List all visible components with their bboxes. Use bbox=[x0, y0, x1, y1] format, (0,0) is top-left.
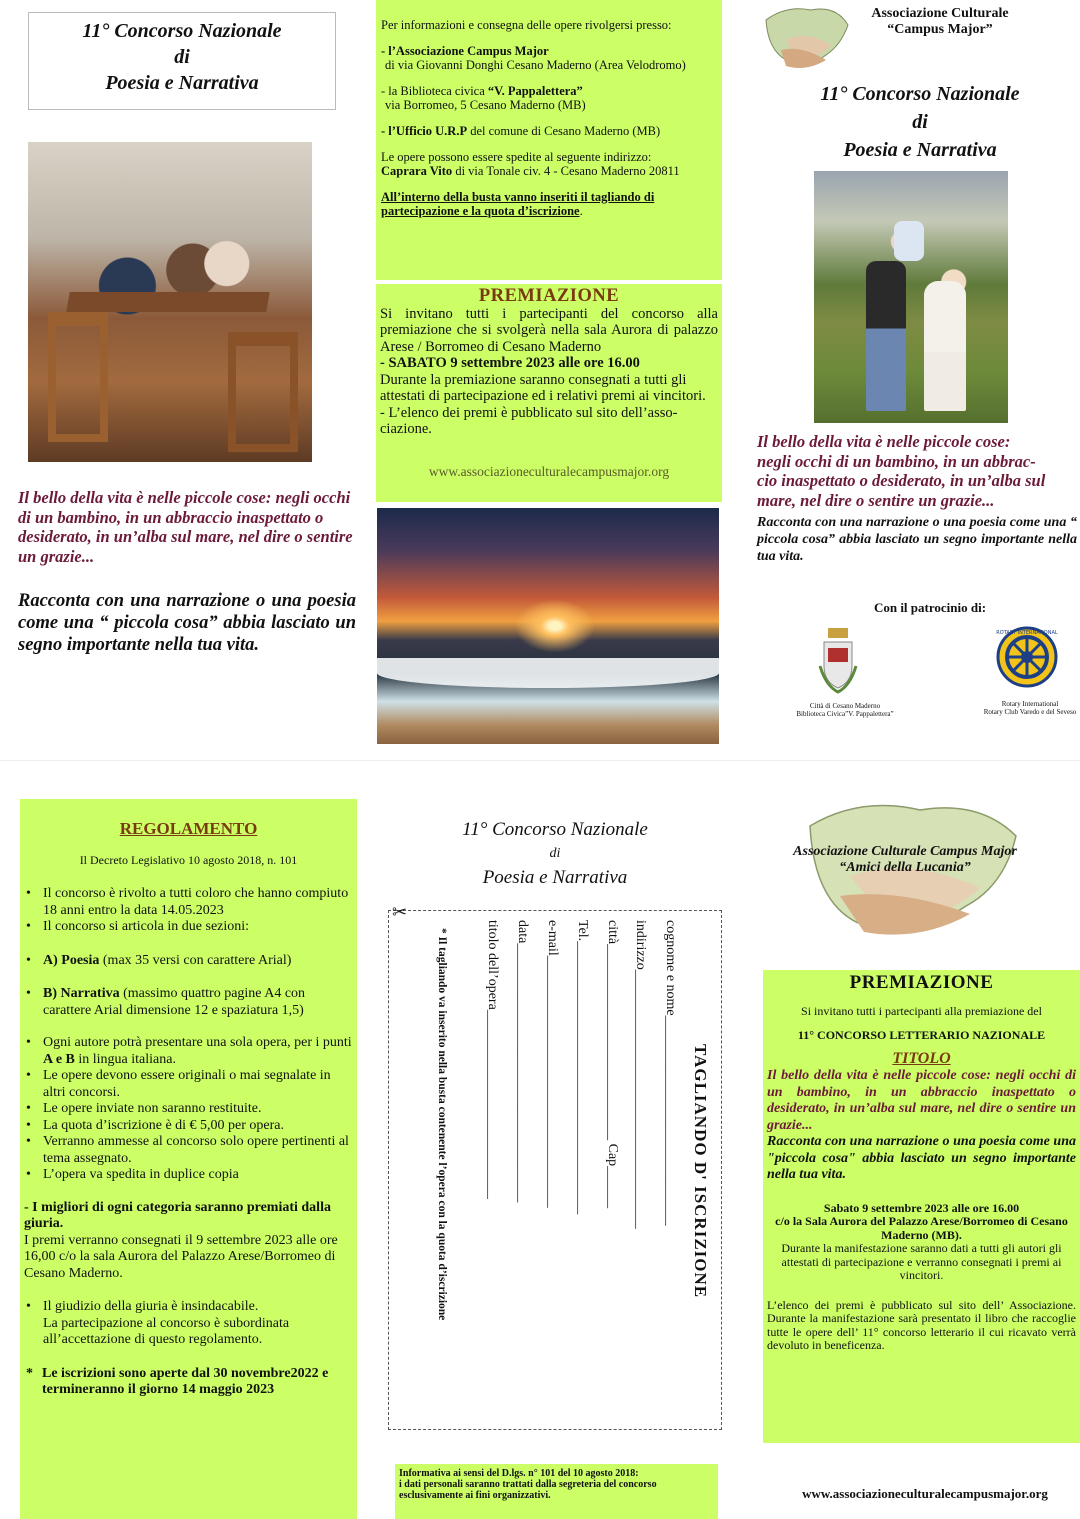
field-label: cognome e nome bbox=[663, 920, 678, 1016]
contest-title-line3: Poesia e Narrativa bbox=[843, 139, 997, 161]
place3-prefix: - l’Ufficio bbox=[381, 124, 436, 138]
field-label-cap: Cap bbox=[605, 1143, 620, 1167]
info-panel bbox=[376, 0, 722, 280]
field-email[interactable]: e-mail____________________________________ bbox=[545, 920, 560, 1208]
story-prompt-right: Racconta con una narrazione o una poesia come una “ piccola cosa” abbia lasciato un segno importante nella tua vita. bbox=[757, 515, 1077, 564]
event-during: Durante la manifestazione saranno dati a tutti gli autori gli attestati di partecipazione e verranno consegnati i premi ai vincitori. bbox=[781, 1241, 1062, 1282]
contest-title-line1: 11° Concorso Nazionale bbox=[462, 819, 648, 840]
contest-name: 11° CONCORSO LETTERARIO NAZIONALE bbox=[797, 1028, 1046, 1042]
family-photo bbox=[814, 171, 1008, 423]
info-mail bbox=[381, 150, 716, 178]
field-label: titolo dell’opera bbox=[485, 920, 500, 1010]
mail-address: di via Tonale civ. 4 - Cesano Maderno 20811 bbox=[452, 164, 680, 178]
rule-item: • Il concorso si articola in due sezioni: bbox=[24, 919, 353, 936]
assoc-line1: Associazione Culturale bbox=[871, 6, 1009, 21]
photo-table-shape bbox=[66, 292, 270, 312]
city-crest-icon bbox=[816, 626, 860, 694]
assoc-line2: “Campus Major” bbox=[887, 22, 993, 37]
event-date: Sabato 9 settembre 2023 alle ore 16.00 bbox=[823, 1200, 1020, 1215]
mail-intro: Le opere possono essere spedite al seguente indirizzo: bbox=[381, 150, 652, 164]
registration-dates: * Le iscrizioni sono aperte dal 30 novembre2022 e termineranno il giorno 14 maggio 2023 bbox=[24, 1366, 353, 1399]
rotary-wheel-icon bbox=[996, 626, 1058, 688]
rule-item bbox=[24, 1035, 353, 1068]
info-place-1 bbox=[381, 44, 716, 72]
photo-man-shape bbox=[866, 261, 906, 411]
titolo-label: TITOLO bbox=[892, 1050, 951, 1067]
best-awarded: - I migliori di ogni categoria saranno premiati dalla giuria. bbox=[24, 1199, 331, 1231]
premiazione-date: - SABATO 9 settembre 2023 alle ore 16.00 bbox=[380, 355, 640, 371]
contest-title-coupon bbox=[380, 818, 730, 890]
title-box-left bbox=[28, 12, 336, 110]
field-address[interactable]: indirizzo_____________________________________ bbox=[633, 920, 648, 1229]
premiazione-p2: Durante la premiazione saranno consegnati a tutti gli attestati di partecipazione ed i relativi premi ai vincitori. bbox=[380, 371, 706, 404]
premiazione-panel-right bbox=[763, 970, 1080, 1443]
info-place-2 bbox=[381, 84, 716, 112]
contest-title-line2: di bbox=[549, 846, 561, 861]
field-city[interactable]: città____________________________ Cap______ bbox=[605, 920, 620, 1209]
regolamento-panel bbox=[20, 799, 357, 1519]
photo-chair-shape bbox=[48, 312, 108, 442]
contest-title-line3: Poesia e Narrativa bbox=[482, 867, 628, 888]
rule-item bbox=[24, 953, 353, 970]
rule-item: • Le opere inviate non saranno restituite. bbox=[24, 1101, 353, 1118]
rule-item: • Verranno ammesse al concorso solo opere pertinenti al tema assegnato. bbox=[24, 1134, 353, 1167]
place1-address: di via Giovanni Donghi Cesano Maderno (Area Velodromo) bbox=[385, 58, 686, 72]
contest-title-line2: di bbox=[174, 46, 190, 68]
envelope-text: All’interno della busta vanno inseriti il tagliando di partecipazione e la quota d’iscrizione bbox=[381, 190, 655, 218]
field-full-name[interactable]: cognome e nome______________________________ bbox=[663, 920, 678, 1226]
photo-baby-shape bbox=[894, 221, 924, 261]
event-when bbox=[767, 1202, 1076, 1243]
rule-item: • Il giudizio della giuria è insindacabile. bbox=[24, 1299, 353, 1316]
place3-name: U.R.P bbox=[435, 124, 468, 138]
prizes-delivery: I premi verranno consegnati il 9 settembre 2023 alle ore 16,00 c/o la sala Aurora del Palazzo Arese/Borromeo di Cesano Maderno. bbox=[24, 1232, 338, 1281]
story-prompt-left: Racconta con una narrazione o una poesia come una “ piccola cosa” abbia lasciato un segno importante nella tua vita. bbox=[18, 591, 356, 655]
rule-text-bold: A e B bbox=[43, 1051, 75, 1067]
field-label: data bbox=[515, 920, 530, 944]
rule-item: • La quota d’iscrizione è di € 5,00 per opera. bbox=[24, 1118, 353, 1135]
rules-list bbox=[24, 886, 353, 1184]
contest-title-right bbox=[780, 80, 1060, 164]
section-a-text: (max 35 versi con carattere Arial) bbox=[99, 952, 292, 968]
city-caption-line2: Biblioteca Civica”V. Pappalettera” bbox=[796, 710, 894, 718]
contest-title-line1: 11° Concorso Nazionale bbox=[82, 20, 282, 42]
quote-line: Il bello della vita è nelle piccole cose: bbox=[757, 432, 1011, 451]
section-a-label: A) Poesia bbox=[43, 952, 100, 968]
story-prompt: Racconta con una narrazione o una poesia come una "piccola cosa" abbia lasciato un segno importante nella tua vita. bbox=[767, 1134, 1076, 1182]
info-intro: Per informazioni e consegna delle opere rivolgersi presso: bbox=[381, 18, 672, 32]
place2-prefix: - la Biblioteca civica bbox=[381, 84, 488, 98]
privacy-line1: Informativa ai sensi del D.lgs. n° 101 del 10 agosto 2018: bbox=[399, 1468, 639, 1479]
quote-text-left: Il bello della vita è nelle piccole cose: negli occhi di un bambino, in un abbraccio inaspettato o desiderato, in un’alba sul mare, nel dire o sentire un grazie... bbox=[18, 488, 353, 566]
quote-line: cio inaspettato o desiderato, in un’alba sul bbox=[757, 471, 1046, 490]
rule-item: • L’opera va spedita in duplice copia bbox=[24, 1167, 353, 1184]
rotary-caption-line2: Rotary Club Varedo e del Seveso bbox=[983, 708, 1077, 716]
privacy-line2: i dati personali saranno trattati dalla segreteria del concorso esclusivamente ai fini organizzativi. bbox=[399, 1479, 657, 1501]
field-work-title[interactable]: titolo dell’opera___________________________ bbox=[485, 920, 500, 1199]
premiazione-panel-mid bbox=[376, 284, 722, 502]
regolamento-heading: REGOLAMENTO bbox=[119, 819, 258, 838]
city-caption bbox=[770, 702, 920, 718]
rule-text: in lingua italiana. bbox=[74, 1051, 176, 1067]
rule-item-continuation: La partecipazione al concorso è subordinata all’accettazione di questo regolamento. bbox=[43, 1315, 290, 1347]
photo-woman-shape bbox=[924, 281, 966, 411]
association-name-top bbox=[850, 6, 1030, 38]
premiazione-p3: - L’elenco dei premi è pubblicato sul sito dell’associazione. bbox=[380, 404, 678, 437]
page-divider bbox=[0, 760, 1080, 761]
place2-address: via Borromeo, 5 Cesano Maderno (MB) bbox=[385, 98, 586, 112]
field-phone[interactable]: Tel._______________________________________ bbox=[575, 920, 590, 1215]
rotary-caption-line1: Rotary International bbox=[1001, 700, 1059, 708]
privacy-notice bbox=[395, 1464, 718, 1519]
assoc-line2: “Amici della Lucania” bbox=[839, 860, 971, 875]
info-envelope bbox=[381, 190, 716, 218]
assoc-line1: Associazione Culturale Campus Major bbox=[793, 844, 1017, 859]
scissors-icon: ✂ bbox=[392, 902, 408, 922]
premiazione-heading: PREMIAZIONE bbox=[478, 286, 620, 306]
info-place-3 bbox=[381, 124, 716, 138]
website-link-bottom[interactable]: www.associazioneculturalecampusmajor.org bbox=[802, 1486, 1048, 1501]
quote-text-right bbox=[757, 432, 1080, 510]
coupon-note: * Il tagliando va inserito nella busta contenente l’opera con la quota d’iscrizione bbox=[436, 928, 448, 1321]
field-label: indirizzo bbox=[633, 920, 648, 970]
sunset-sea-photo bbox=[377, 508, 719, 744]
section-b-label: B) Narrativa bbox=[43, 986, 120, 1001]
premiazione-p1: Si invitano tutti i partecipanti del concorso alla premiazione che si svolgerà nella sala Aurora di palazzo Arese / Borromeo di Cesano Maderno bbox=[380, 305, 718, 355]
website-link-mid[interactable]: www.associazioneculturalecampusmajor.org bbox=[428, 463, 670, 479]
contest-title-line1: 11° Concorso Nazionale bbox=[820, 83, 1020, 105]
place2-name: “V. Pappalettera” bbox=[487, 84, 583, 98]
quote-line: mare, nel dire o sentire un grazie... bbox=[757, 490, 995, 510]
envelope-end: . bbox=[579, 204, 583, 218]
field-date[interactable]: data_____________________________________ bbox=[515, 920, 530, 1203]
contest-title-line2: di bbox=[912, 111, 928, 133]
rule-item bbox=[24, 986, 353, 1019]
restaurant-photo bbox=[28, 142, 312, 462]
mail-name: Caprara Vito bbox=[381, 164, 453, 178]
event-place: c/o la Sala Aurora del Palazzo Arese/Borromeo di Cesano Maderno (MB). bbox=[775, 1214, 1068, 1242]
premiazione-invite: Si invitano tutti i partecipanti alla premiazione del bbox=[801, 1004, 1042, 1018]
section-b-text: (massimo quattro pagine A4 con carattere Arial dimensione 12 e spaziatura 1,5) bbox=[43, 986, 306, 1018]
patronage-label: Con il patrocinio di: bbox=[873, 600, 987, 615]
photo-chair-shape bbox=[228, 332, 298, 452]
decree-reference: Il Decreto Legislativo 10 agosto 2018, n. 101 bbox=[79, 852, 298, 867]
quote-text: Il bello della vita è nelle piccole cose: negli occhi di un bambino, in un abbraccio inaspettato o desiderato, in un’alba sul mare, nel dire o sentire un grazie... bbox=[767, 1068, 1076, 1133]
rotary-ring-text: ROTARY INTERNATIONAL bbox=[996, 630, 1058, 636]
prizes-list-note: L’elenco dei premi è pubblicato sul sito dell’ Associazione. Durante la manifestazione sarà presentato il libro che raccoglie tutte le opere dell’ 11° concorso letterario il cui ricavato verrà devoluto in beneficenza. bbox=[767, 1297, 1076, 1352]
quote-line: negli occhi di un bambino, in un abbrac- bbox=[757, 451, 1036, 471]
rules-list-2 bbox=[24, 1299, 353, 1316]
contest-title-line3: Poesia e Narrativa bbox=[105, 72, 259, 94]
city-caption-line1: Città di Cesano Maderno bbox=[809, 702, 881, 710]
place1-name: - l’Associazione Campus Major bbox=[381, 44, 549, 58]
coupon-fields bbox=[430, 920, 710, 1420]
rule-item: • Il concorso è rivolto a tutti coloro che hanno compiuto 18 anni entro la data 14.05.2023 bbox=[24, 886, 353, 919]
field-label: e-mail bbox=[545, 920, 560, 956]
coupon-heading: TAGLIANDO D' ISCRIZIONE bbox=[691, 1044, 710, 1299]
premiazione-heading: PREMIAZIONE bbox=[849, 972, 994, 993]
rule-text: Ogni autore potrà presentare una sola opera, per i punti bbox=[43, 1035, 352, 1050]
field-label: città bbox=[605, 920, 620, 945]
rotary-caption bbox=[970, 700, 1080, 716]
association-logo-icon bbox=[756, 0, 856, 78]
rule-item: • Le opere devono essere originali o mai segnalate in altri concorsi. bbox=[24, 1068, 353, 1101]
photo-wave-shape bbox=[377, 658, 719, 688]
field-label: Tel. bbox=[575, 920, 590, 942]
association-name-bottom bbox=[770, 844, 1040, 876]
place3-rest: del comune di Cesano Maderno (MB) bbox=[467, 124, 661, 138]
